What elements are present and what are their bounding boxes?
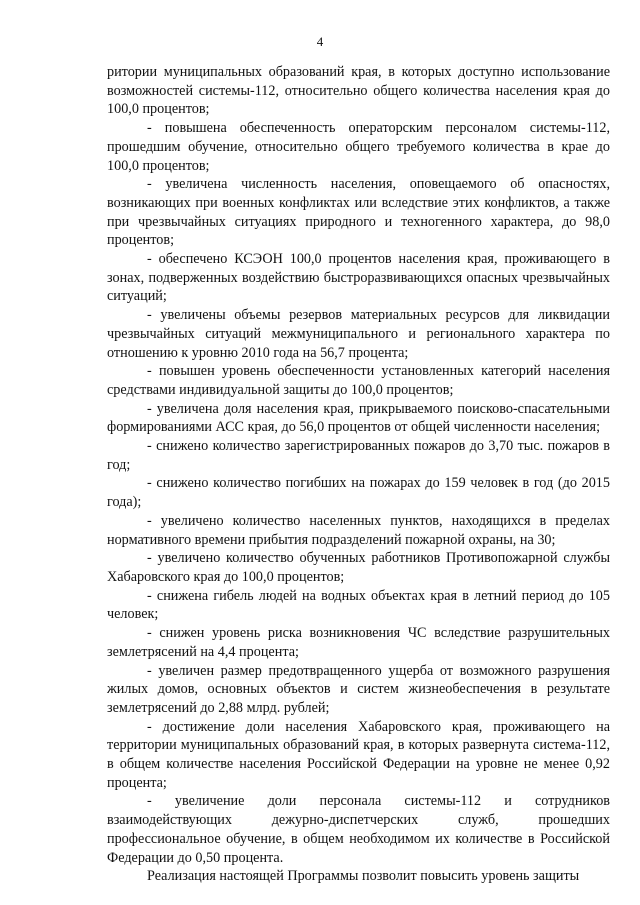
list-item-prevented-damage: - увеличен размер предотвращенного ущерба от возможного разрушения жилых домов, основных объектов и систем жизнеобеспечения в результате землетрясений до 2,88 млрд. рублей; xyxy=(107,662,610,716)
list-item-fire-deaths: - снижено количество погибших на пожарах до 159 человек в год (до 2015 года); xyxy=(107,475,610,511)
list-item-water-deaths: - снижена гибель людей на водных объектах края в летний период до 105 человек; xyxy=(107,587,610,623)
list-item-material-reserves: - увеличены объемы резервов материальных ресурсов для ликвидации чрезвычайных ситуаций межмуниципального и регионального характера по отношению к уровню 2010 года на 56,7 процента; xyxy=(107,307,610,361)
list-item-firefighters-trained: - увеличено количество обученных работников Противопожарной службы Хабаровского края до 100,0 процентов; xyxy=(107,550,610,585)
list-item-rescue-coverage: - увеличена доля населения края, прикрываемого поисково-спасательными формированиями АСС края, до 56,0 процентов от общей численности населения; xyxy=(107,400,610,436)
list-item-system112-staff-share: - увеличение доли персонала системы-112 и сотрудников взаимодействующих дежурно-диспетчерских служб, прошедших профессиональное обучение, в общем необходимом их количестве в Российской Федерации до 0,50 процента. xyxy=(107,793,610,866)
paragraph-program-implementation: Реализация настоящей Программы позволит повысить уровень защиты xyxy=(147,868,580,885)
page-number: 4 xyxy=(316,34,324,49)
document-body xyxy=(107,63,610,886)
list-item-operators-trained: - повышена обеспеченность операторским персоналом системы-112, прошедшим обучение, относительно общего требуемого количества в крае до 100,0 процентов; xyxy=(107,120,610,174)
list-item-fires-reduced: - снижено количество зарегистрированных пожаров до 3,70 тыс. пожаров в год; xyxy=(107,438,610,473)
list-item-personal-protection: - повышен уровень обеспеченности установленных категорий населения средствами индивидуальной защиты до 100,0 процентов; xyxy=(107,363,610,398)
paragraph-continuation: ритории муниципальных образований края, в которых доступно использование возможностей системы-112, относительно общего количества населения края до 100,0 процентов; xyxy=(107,64,610,118)
list-item-kseon-coverage: - обеспечено КСЭОН 100,0 процентов населения края, проживающего в зонах, подверженных воздействию быстроразвивающихся опасных чрезвычайных ситуаций; xyxy=(107,251,610,305)
list-item-earthquake-risk: - снижен уровень риска возникновения ЧС вследствие разрушительных землетрясений на 4,4 процента; xyxy=(107,625,610,660)
list-item-system112-population-share: - достижение доли населения Хабаровского края, проживающего на территории муниципальных образований края, в которых развернута система-112, в общем количестве населения Российской Федерации на уровне не менее 0,92 процента; xyxy=(107,718,610,791)
list-item-settlements-coverage: - увеличено количество населенных пунктов, находящихся в пределах нормативного времени прибытия подразделений пожарной охраны, на 30; xyxy=(107,512,610,548)
list-item-population-notified: - увеличена численность населения, оповещаемого об опасностях, возникающих при военных конфликтах или вследствие этих конфликтов, а также при чрезвычайных ситуациях природного и техногенного характера, до 98,0 процентов; xyxy=(107,176,610,249)
